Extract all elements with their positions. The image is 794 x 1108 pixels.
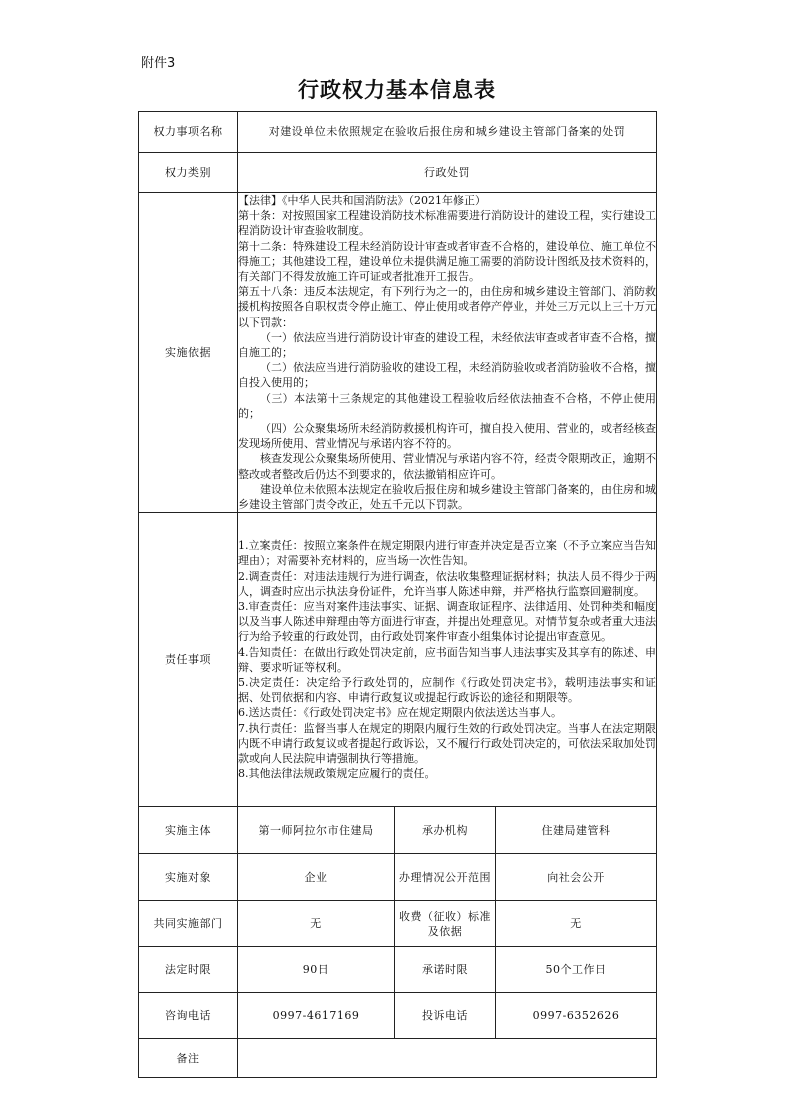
info-table <box>138 111 657 1078</box>
basis-text <box>238 193 657 513</box>
subject-label: 实施主体 <box>139 807 238 854</box>
legal-limit-value: 90日 <box>238 947 395 993</box>
row-phone <box>139 993 657 1039</box>
object-label: 实施对象 <box>139 854 238 901</box>
basis-item-1: （一）依法应当进行消防设计审查的建设工程，未经依法审查或者审查不合格，擅自施工的； <box>238 330 657 360</box>
promise-limit-value: 50个工作日 <box>496 947 657 993</box>
resp-delivery: 6.送达责任：《行政处罚决定书》应在规定期限内依法送达当事人。 <box>238 706 562 720</box>
row-responsibility <box>139 513 657 807</box>
responsibility-text <box>238 513 657 807</box>
resp-other: 8.其他法律法规政策规定应履行的责任。 <box>238 767 436 781</box>
basis-law-title: 【法律】《中华人民共和国消防法》（2021年修正） <box>238 194 486 207</box>
subject-value: 第一师阿拉尔市住建局 <box>238 807 395 854</box>
row-power-name <box>139 112 657 153</box>
basis-item-4: （四）公众聚集场所未经消防救援机构许可，擅自投入使用、营业的，或者经核查发现场所使用、营业情况与承诺内容不符的。 <box>238 422 657 451</box>
resp-investigation: 2.调查责任：对违法违规行为进行调查，依法收集整理证据材料；执法人员不得少于两人，调查时应出示执法身份证件，允许当事人陈述申辩，并严格执行监察回避制度。 <box>238 569 657 598</box>
row-joint <box>139 901 657 947</box>
disclosure-label: 办理情况公开范围 <box>395 854 496 901</box>
basis-verification-paragraph: 核查发现公众聚集场所使用、营业情况与承诺内容不符，经责令限期改正，逾期不整改或者整改后仍达不到要求的，依法撤销相应许可。 <box>238 452 657 481</box>
legal-limit-label: 法定时限 <box>139 947 238 993</box>
disclosure-value: 向社会公开 <box>496 854 657 901</box>
attachment-label: 附件3 <box>141 56 176 71</box>
object-value: 企业 <box>238 854 395 901</box>
resp-filing: 1.立案责任：按照立案条件在规定期限内进行审查并决定是否立案（不予立案应当告知理由）；对需要补充材料的，应当场一次性告知。 <box>238 539 657 568</box>
resp-notification: 4.告知责任：在做出行政处罚决定前，应书面告知当事人违法事实及其享有的陈述、申辩、要求听证等权利。 <box>238 645 657 674</box>
basis-label: 实施依据 <box>139 193 238 513</box>
basis-item-2: （二）依法应当进行消防验收的建设工程，未经消防验收或者消防验收不合格，擅自投入使用的； <box>238 361 657 390</box>
remark-value <box>238 1039 657 1078</box>
basis-article-10: 第十条：对按照国家工程建设消防技术标准需要进行消防设计的建设工程，实行建设工程消防设计审查验收制度。 <box>238 209 657 238</box>
basis-article-58: 第五十八条：违反本法规定，有下列行为之一的，由住房和城乡建设主管部门、消防救援机构按照各自职权责令停止施工、停止使用或者停产停业，并处三万元以上三十万元以下罚款： <box>238 285 657 329</box>
basis-item-3: （三）本法第十三条规定的其他建设工程验收后经依法抽查不合格，不停止使用的； <box>238 391 657 420</box>
joint-label: 共同实施部门 <box>139 901 238 947</box>
page-title: 行政权力基本信息表 <box>298 77 496 102</box>
fee-value: 无 <box>496 901 657 947</box>
promise-limit-label: 承诺时限 <box>395 947 496 993</box>
power-type-label: 权力类别 <box>139 153 238 193</box>
resp-decision: 5.决定责任：决定给予行政处罚的，应制作《行政处罚决定书》，载明违法事实和证据、处罚依据和内容、申请行政复议或提起行政诉讼的途径和期限等。 <box>238 675 657 705</box>
row-basis <box>139 193 657 513</box>
row-object <box>139 854 657 901</box>
basis-article-12: 第十二条：特殊建设工程未经消防设计审查或者审查不合格的，建设单位、施工单位不得施工；其他建设工程，建设单位未提供满足施工需要的消防设计图纸及技术资料的，有关部门不得发放施工许可证或者批准开工报告。 <box>238 239 657 284</box>
responsibility-label: 责任事项 <box>139 513 238 807</box>
fee-label: 收费（征收）标准及依据 <box>395 901 496 947</box>
resp-review: 3.审查责任：应当对案件违法事实、证据、调查取证程序、法律适用、处罚种类和幅度以及当事人陈述申辩理由等方面进行审查，并提出处理意见。对情节复杂或者重大违法行为给予较重的行政处罚，由行政处罚案件审查小组集体讨论提出审查意见。 <box>238 599 657 644</box>
row-subject <box>139 807 657 854</box>
joint-value: 无 <box>238 901 395 947</box>
power-type-value: 行政处罚 <box>238 153 657 193</box>
power-name-label: 权力事项名称 <box>139 112 238 153</box>
consult-phone-label: 咨询电话 <box>139 993 238 1039</box>
consult-phone-value: 0997-4617169 <box>238 993 395 1039</box>
row-power-type <box>139 153 657 193</box>
complaint-phone-value: 0997-6352626 <box>496 993 657 1039</box>
row-time-limit <box>139 947 657 993</box>
remark-label: 备注 <box>139 1039 238 1078</box>
row-remark <box>139 1039 657 1078</box>
agency-value: 住建局建管科 <box>496 807 657 854</box>
agency-label: 承办机构 <box>395 807 496 854</box>
complaint-phone-label: 投诉电话 <box>395 993 496 1039</box>
power-name-value: 对建设单位未依照规定在验收后报住房和城乡建设主管部门备案的处罚 <box>238 112 657 153</box>
resp-execution: 7.执行责任：监督当事人在规定的期限内履行生效的行政处罚决定。当事人在法定期限内既不申请行政复议或者提起行政诉讼，又不履行行政处罚决定的，可依法采取加处罚款或向人民法院申请强制执行等措施。 <box>238 721 657 765</box>
basis-filing-paragraph: 建设单位未依照本法规定在验收后报住房和城乡建设主管部门备案的，由住房和城乡建设主管部门责令改正，处五千元以下罚款。 <box>238 482 657 512</box>
